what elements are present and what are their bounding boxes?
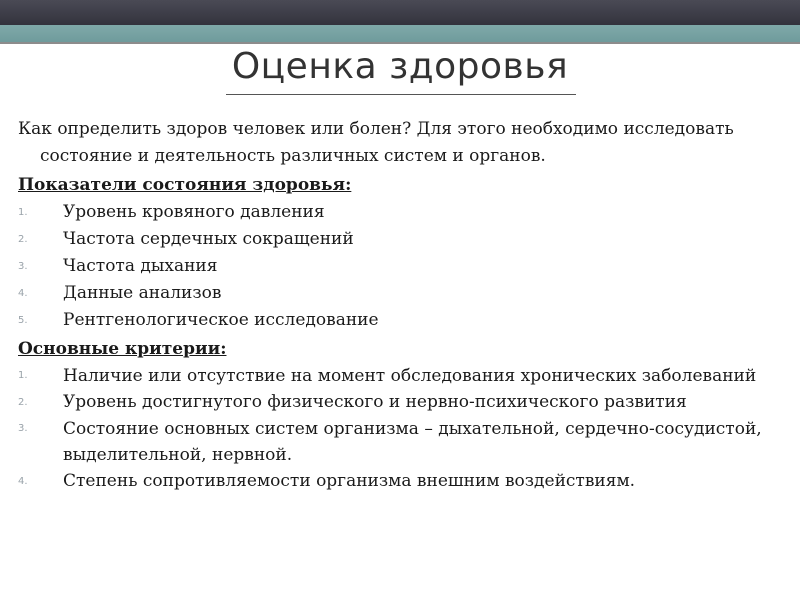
list-item-text: Частота сердечных сокращений bbox=[63, 229, 354, 249]
list-number: 3. bbox=[18, 423, 28, 434]
list-item bbox=[18, 468, 788, 495]
slide-title: Оценка здоровья bbox=[231, 46, 569, 87]
header-band-line bbox=[0, 42, 800, 44]
list-item-text: Уровень достигнутого физического и нервно-психического развития bbox=[63, 392, 687, 412]
header-band-teal bbox=[0, 25, 800, 42]
list-number: 4. bbox=[18, 288, 28, 299]
section1-heading: Показатели состояния здоровья: bbox=[18, 175, 352, 195]
title-underline bbox=[226, 94, 576, 95]
list-item bbox=[18, 226, 788, 253]
list-item bbox=[18, 280, 788, 307]
list-item-text: Рентгенологическое исследование bbox=[63, 310, 379, 330]
list-item-text: Степень сопротивляемости организма внешним воздействиям. bbox=[63, 471, 636, 491]
list-item bbox=[18, 389, 788, 416]
list-number: 2. bbox=[18, 234, 28, 245]
list-number: 4. bbox=[18, 476, 28, 487]
list-item bbox=[18, 253, 788, 280]
list-number: 1. bbox=[18, 207, 28, 218]
list-item-text: Наличие или отсутствие на момент обследования хронических заболеваний bbox=[63, 366, 757, 386]
section2-list bbox=[18, 363, 788, 495]
list-item-text: Данные анализов bbox=[63, 283, 222, 303]
list-item bbox=[18, 199, 788, 226]
intro-paragraph: Как определить здоров человек или болен? Для этого необходимо исследовать состояние и деятельность различных систем и органов. bbox=[18, 119, 734, 166]
list-item-text: Уровень кровяного давления bbox=[63, 202, 325, 222]
list-item-text: Состояние основных систем организма – дыхательной, сердечно-сосудистой, выделительной, нервной. bbox=[63, 419, 762, 465]
list-number: 2. bbox=[18, 397, 28, 408]
slide-content bbox=[18, 116, 788, 495]
list-item bbox=[18, 363, 788, 389]
section2-heading: Основные критерии: bbox=[18, 339, 227, 359]
list-number: 3. bbox=[18, 261, 28, 272]
list-item-text: Частота дыхания bbox=[63, 256, 218, 276]
list-number: 5. bbox=[18, 315, 28, 326]
list-number: 1. bbox=[18, 370, 28, 381]
section1-list bbox=[18, 199, 788, 334]
list-item bbox=[18, 416, 788, 468]
header-band-dark bbox=[0, 0, 800, 25]
list-item bbox=[18, 307, 788, 334]
